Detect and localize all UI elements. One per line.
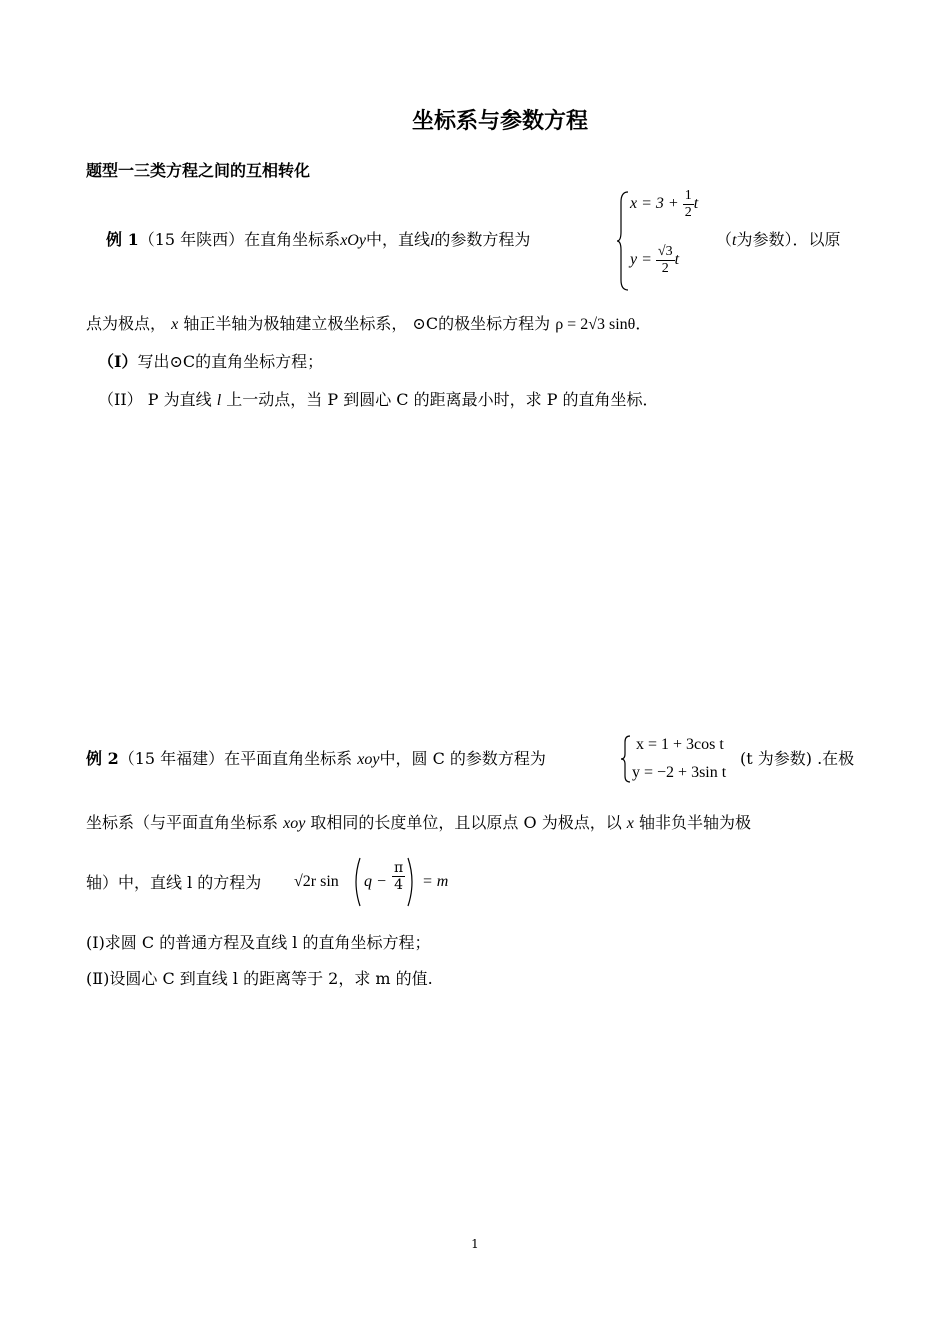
ex1-eq2 [630,244,679,277]
ex1-eq2-left: y = [630,251,652,269]
ex2-x-var: x [626,815,634,832]
ex2-line2-c: 轴非负半轴为极 [639,813,752,832]
ex2-eq-frac-inner [392,860,405,893]
ex2-line3 [86,873,261,893]
ex2-brace-icon [620,734,632,784]
ex2-eq-q-text: q − [364,873,387,890]
ex1-line2-end: ． [635,314,652,333]
ex1-circle-c: ⊙C [412,314,439,333]
section-heading: 题型一三类方程之间的互相转化 [86,161,311,180]
ex2-eq-end [422,873,448,891]
ex1-eq1-t: t [693,195,699,213]
ex1-part2-label: （II） [98,390,143,409]
ex2-eq-frac [392,860,405,893]
ex1-line2 [86,314,651,335]
ex1-text-b: 中，直线 [365,230,430,249]
page-number: 1 [471,1237,479,1251]
ex1-eq1-num: 1 [684,188,692,203]
ex2-line2-coord: xoy [283,815,306,832]
ex2-param-note: (t 为参数) .在极 [740,749,855,768]
page-title: 坐标系与参数方程 [411,109,588,134]
ex2-line-eq [294,873,339,891]
ex1-part1-a: 写出 [137,352,170,371]
ex1-part2-b: 上一动点，当 P 到圆心 C 的距离最小时，求 P 的直角坐标． [226,390,659,409]
ex1-part2-line-var: l [216,392,222,409]
ex2-eq1: x = 1 + 3cos t [636,736,724,753]
ex2-left-paren-icon [350,856,362,908]
ex1-line2-c: 的极坐标方程为 [438,314,551,333]
ex1-part1-b: 的直角坐标方程； [195,352,324,371]
ex2-label: 例 2 [86,749,119,768]
ex2-right-paren-icon [406,856,418,908]
ex1-eq2-den: 2 [661,261,669,276]
ex2-line3-a: 轴）中，直线 l 的方程为 [86,873,262,892]
ex1-label: 例 1 [106,230,139,249]
ex1-eq1 [630,188,698,221]
ex1-part2-a: P 为直线 [147,390,212,409]
ex1-line2-a: 点为极点， [86,314,167,333]
ex1-x-var: x [171,316,179,333]
ex2-part2: (Ⅱ)设圆心 C 到直线 l 的距离等于 2，求 m 的值. [86,969,433,988]
ex1-eq2-num: √3 [657,244,673,259]
ex1-param-post: 为参数）．以原 [736,230,841,249]
ex2-eq-line-a: √2r sin [294,873,339,890]
ex2-line2-a: 坐标系（与平面直角坐标系 [86,813,279,832]
ex2-eq-end-text: = m [422,873,449,890]
ex2-text-b: 中，圆 C 的参数方程为 [379,749,546,768]
ex1-text-c: 的参数方程为 [434,230,531,249]
ex2-line2 [86,813,751,834]
ex2-eq-4: 4 [394,877,404,893]
ex2-eq-q [364,873,387,891]
ex1-line2-b: 轴正半轴为极轴建立极坐标系， [183,314,408,333]
ex1-part1-label: （I） [98,352,138,371]
ex1-polar-eq: ρ = 2√3 sinθ [555,316,636,333]
ex1-part1 [98,352,323,372]
ex1-eq1-frac [683,188,694,221]
ex2-coord-sys: xoy [357,751,380,768]
ex1-brace-icon [616,190,630,292]
ex1-source: （15 年陕西） [138,230,245,249]
ex2-intro [86,749,546,770]
ex1-eq1-left: x = 3 + [630,195,679,213]
ex1-part1-circle: ⊙C [169,352,196,371]
ex1-intro [106,230,530,251]
ex1-eq1-den: 2 [684,205,692,220]
ex1-text-a: 在直角坐标系 [244,230,341,249]
ex2-eq-pi: π [394,860,404,876]
ex2-eq2: y = −2 + 3sin t [632,764,727,781]
ex1-eq2-frac [656,244,675,277]
ex2-part1: (Ⅰ)求圆 C 的普通方程及直线 l 的直角坐标方程； [86,933,431,952]
ex2-line2-b: 取相同的长度单位，且以原点 O 为极点，以 [310,813,622,832]
ex2-text-a: 在平面直角坐标系 [224,749,353,768]
ex1-eq2-t: t [674,251,680,269]
ex1-part2 [98,390,659,411]
ex1-param-pre: （ [716,230,733,249]
ex1-param-t: t [732,232,737,249]
ex1-param-note [716,230,840,251]
ex2-source: （15 年福建） [118,749,225,768]
ex1-coord-sys: xOy [340,232,366,249]
ex1-line-var: l [429,232,435,249]
